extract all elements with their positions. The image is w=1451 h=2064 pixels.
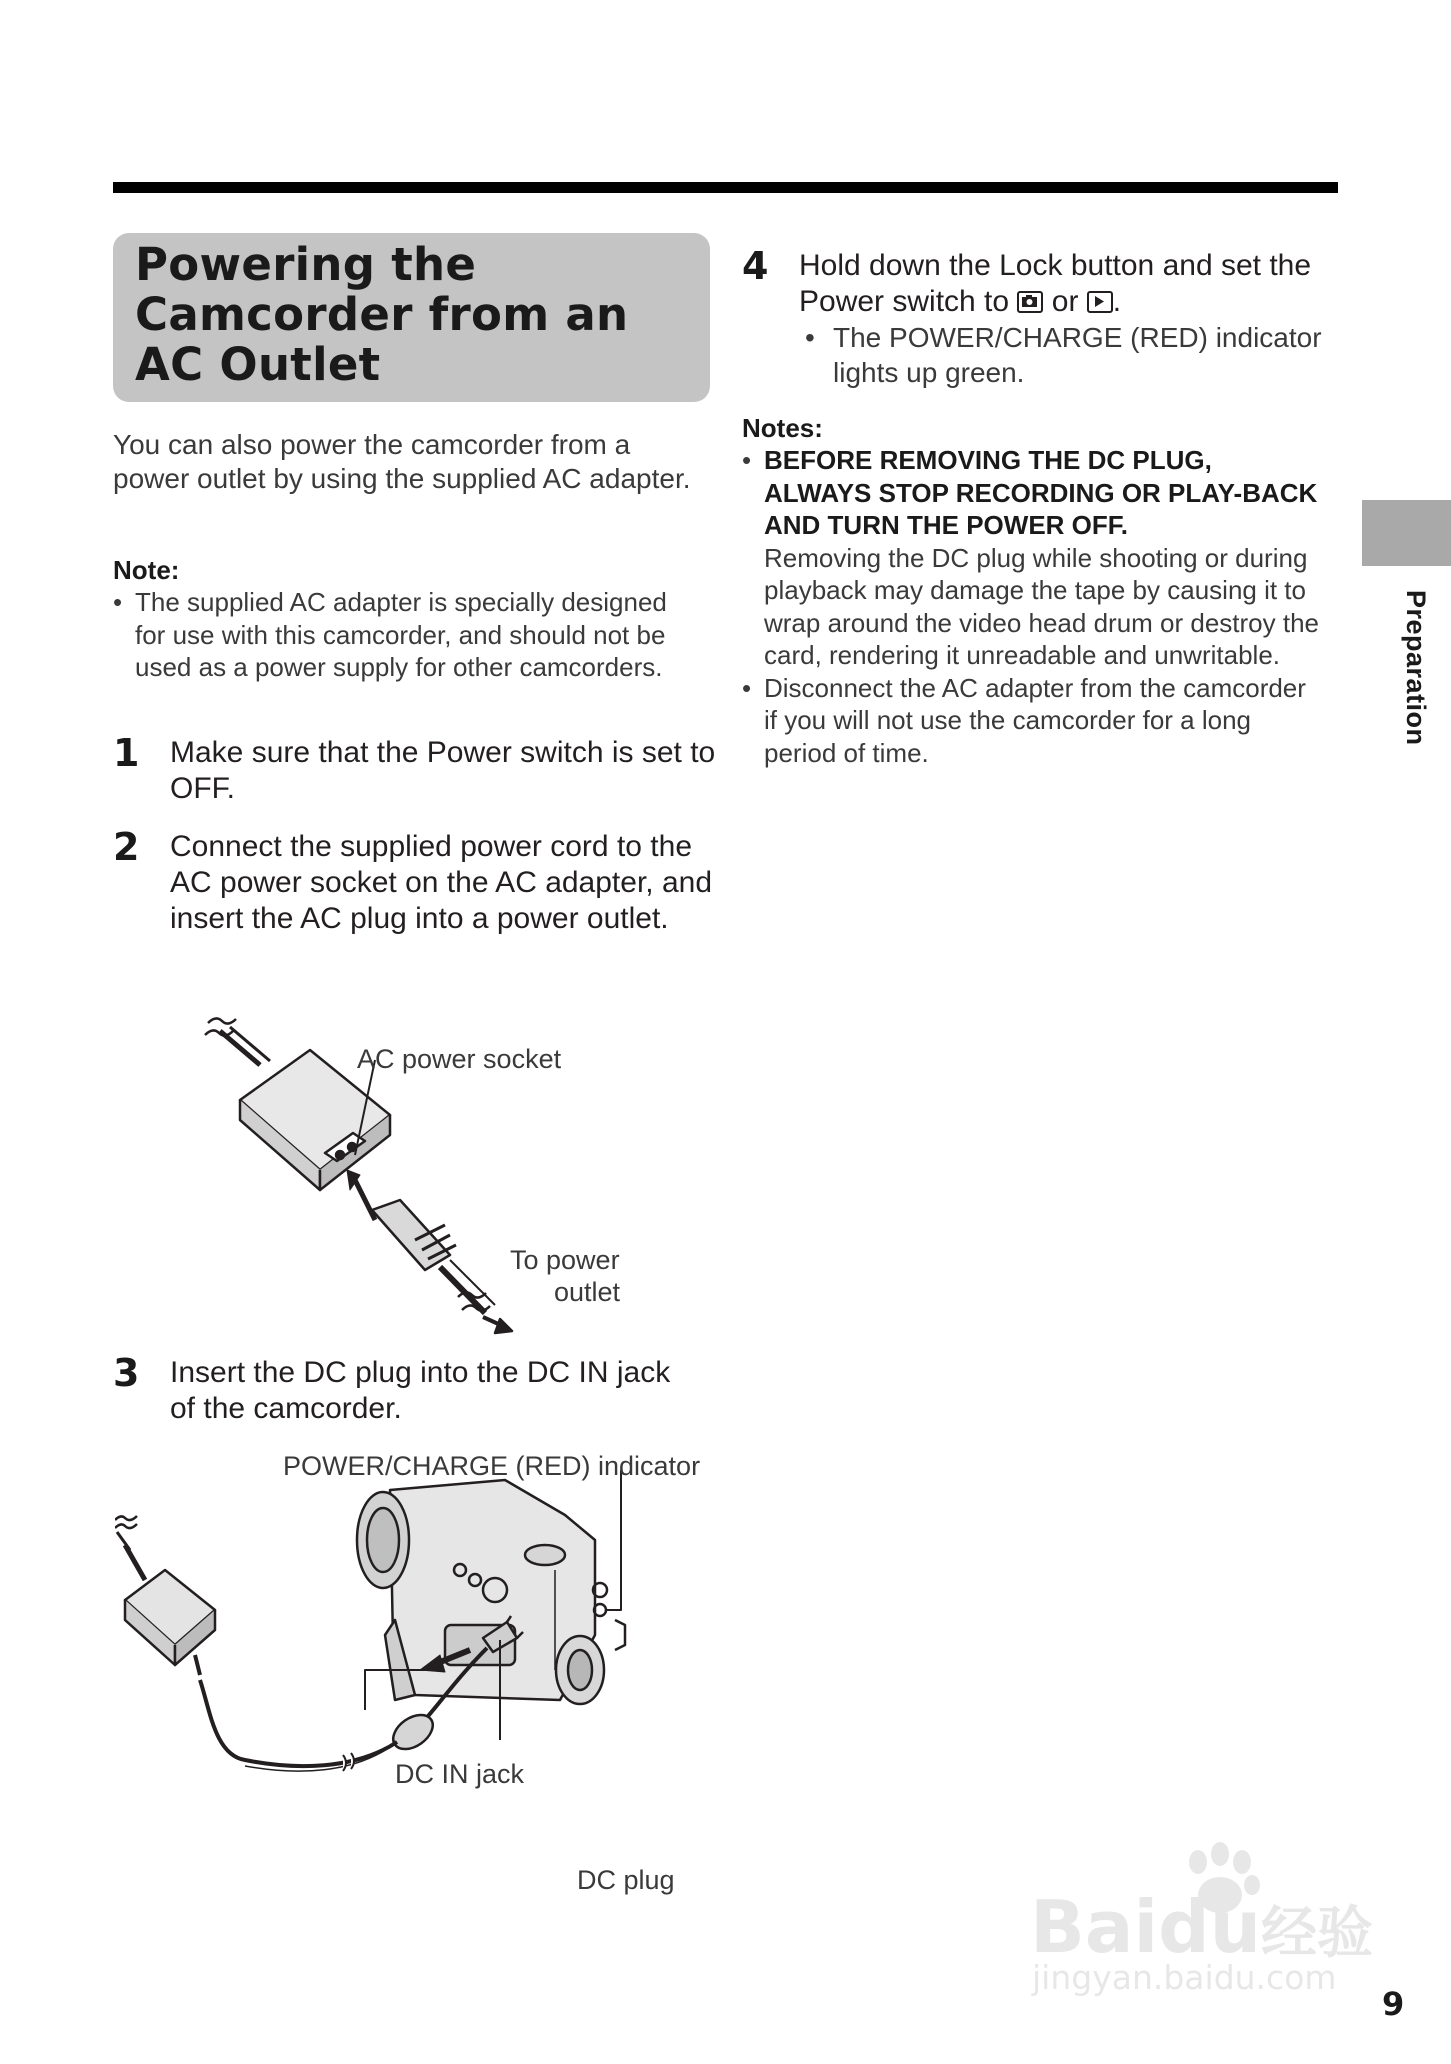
label-dc-plug: DC plug — [577, 1865, 675, 1895]
step-text: Hold down the Lock button and set the Power switch to or . — [799, 249, 1312, 318]
intro-paragraph: You can also power the camcorder from a power outlet by using the supplied AC adapter. — [113, 429, 691, 494]
camera-icon — [1017, 291, 1043, 313]
label-dc-in-jack: DC IN jack — [395, 1759, 525, 1789]
watermark-brand2: du — [1158, 1885, 1261, 1969]
bullet-dot: • — [742, 445, 752, 475]
step-text: Insert the DC plug into the DC IN jack of the camcorder. — [170, 1356, 671, 1425]
step-number: 1 — [113, 731, 140, 775]
top-rule — [113, 182, 1338, 193]
section-title: Powering the Camcorder from an AC Outlet — [135, 238, 629, 391]
page-number: 9 — [1382, 1985, 1405, 2023]
warning-text: Removing the DC plug while shooting or during playback may damage the tape by causing it to wrap around the video head drum or destroy the card, rendering it unreadable and unwritable. — [764, 542, 1320, 670]
bullet-dot: • — [742, 672, 752, 703]
step-number: 3 — [113, 1351, 140, 1395]
camcorder-figure — [115, 1470, 715, 1890]
watermark-cn: 经验 — [1260, 1901, 1373, 1966]
side-tab-label: Preparation — [1401, 590, 1431, 746]
step-text: Make sure that the Power switch is set to OFF. — [170, 736, 716, 805]
notes-block — [742, 412, 1322, 769]
arrow-shaft — [355, 1180, 375, 1220]
label-to-power-outlet-2: outlet — [554, 1277, 621, 1307]
step-number: 4 — [742, 244, 769, 288]
watermark-logo — [1030, 1840, 1373, 2000]
cord-break-top — [208, 1018, 236, 1023]
notes-item-disconnect: • Disconnect the AC adapter from the camcorder if you will not use the camcorder for a long period of time. — [742, 672, 1306, 768]
playback-icon — [1087, 291, 1113, 313]
label-to-power-outlet-1: To power — [510, 1245, 620, 1275]
label-ac-power-socket: AC power socket — [357, 1044, 562, 1074]
watermark-url: jingyan.baidu.com — [1032, 1958, 1337, 1997]
bullet-dot: • — [113, 587, 123, 617]
bullet-dot: • — [805, 322, 815, 353]
label-power-charge-indicator: POWER/CHARGE (RED) indicator — [283, 1451, 701, 1481]
warning-bold: BEFORE REMOVING THE DC PLUG, ALWAYS STOP RECORDING OR PLAY-BACK AND TURN THE POWER OFF. — [764, 445, 1318, 540]
note-block — [113, 554, 683, 684]
step-number: 2 — [113, 825, 140, 869]
notes-title: Notes: — [742, 413, 823, 443]
side-tab — [1362, 500, 1451, 566]
note-item: • The supplied AC adapter is specially designed for use with this camcorder, and should not be used as a power supply for other camcorders. — [113, 587, 667, 682]
step-4-bullet: • The POWER/CHARGE (RED) indicator lights up green. — [805, 322, 1322, 388]
section-title-box — [113, 233, 710, 402]
watermark-brand: Bai — [1030, 1885, 1159, 1969]
step-text: Connect the supplied power cord to the AC power socket on the AC adapter, and insert the AC plug into a power outlet. — [170, 830, 713, 935]
notes-item-warning — [742, 444, 1322, 672]
ac-plug — [372, 1200, 450, 1270]
note-title: Note: — [113, 555, 180, 585]
indicator-leader-line — [607, 1470, 621, 1610]
